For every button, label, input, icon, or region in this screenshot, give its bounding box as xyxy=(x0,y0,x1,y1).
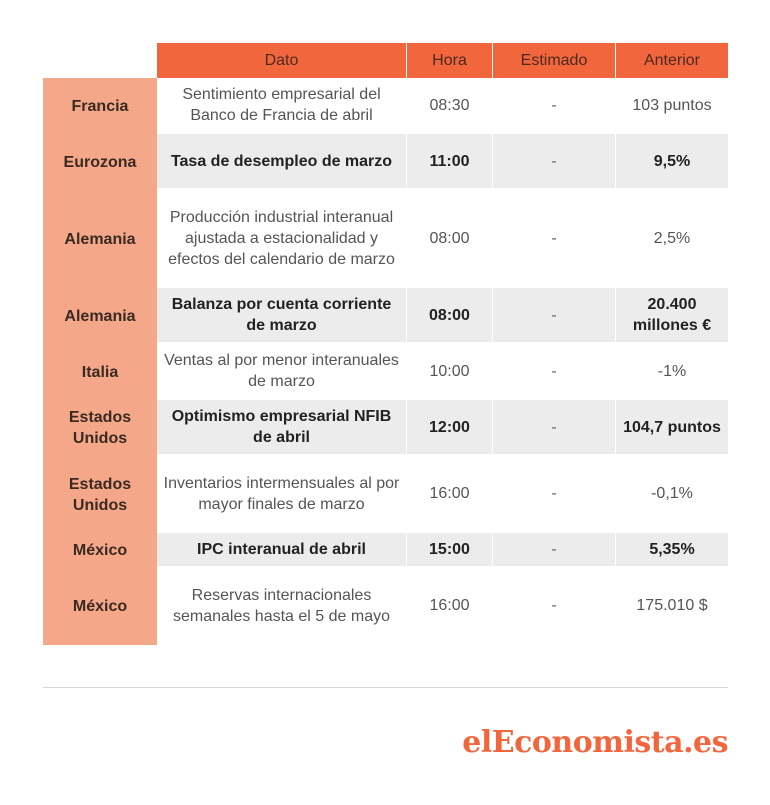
eleconomista-logo: elEconomista.es xyxy=(462,725,728,760)
country-cell: Alemania xyxy=(64,307,136,325)
dato-cell: Inventarios intermensuales al por mayor finales de marzo xyxy=(157,456,407,533)
country-cell: Estados Unidos xyxy=(68,475,132,514)
dato-cell: Balanza por cuenta corriente de marzo xyxy=(157,288,407,344)
estimado-cell: - xyxy=(493,190,616,288)
anterior-cell: 9,5% xyxy=(616,134,728,190)
hora-cell: 08:00 xyxy=(407,288,493,344)
table-row xyxy=(43,288,728,344)
dato-cell: Producción industrial interanual ajustada a estacionalidad y efectos del calendario de marzo xyxy=(157,190,407,288)
country-cell: México xyxy=(72,598,128,615)
anterior-cell: 2,5% xyxy=(616,190,728,288)
table-row xyxy=(43,533,728,568)
estimado-cell: - xyxy=(493,134,616,190)
dato-cell: Reservas internacionales semanales hasta el 5 de mayo xyxy=(157,568,407,645)
hora-cell: 12:00 xyxy=(407,400,493,456)
country-cell: México xyxy=(72,542,128,559)
table-row xyxy=(43,456,728,533)
estimado-cell: - xyxy=(493,288,616,344)
country-cell: Francia xyxy=(71,97,129,115)
table-row xyxy=(43,134,728,190)
anterior-cell: 20.400 millones € xyxy=(616,288,728,344)
table-header xyxy=(157,43,728,78)
table-row xyxy=(43,568,728,645)
country-cell: Alemania xyxy=(64,230,136,248)
estimado-cell: - xyxy=(493,344,616,400)
hora-cell: 11:00 xyxy=(407,134,493,190)
country-cell: Eurozona xyxy=(63,153,137,171)
dato-cell: Sentimiento empresarial del Banco de Francia de abril xyxy=(157,78,407,134)
dato-cell: Optimismo empresarial NFIB de abril xyxy=(157,400,407,456)
hora-cell: 16:00 xyxy=(407,568,493,645)
hora-cell: 10:00 xyxy=(407,344,493,400)
dato-cell: Tasa de desempleo de marzo xyxy=(157,134,407,190)
anterior-cell: 104,7 puntos xyxy=(616,400,728,456)
header-hora: Hora xyxy=(407,43,493,78)
header-estimado: Estimado xyxy=(493,43,616,78)
estimado-cell: - xyxy=(493,533,616,568)
table-row xyxy=(43,400,728,456)
hora-cell: 15:00 xyxy=(407,533,493,568)
hora-cell: 16:00 xyxy=(407,456,493,533)
anterior-cell: -1% xyxy=(616,344,728,400)
anterior-cell: -0,1% xyxy=(616,456,728,533)
footer-divider xyxy=(43,687,728,688)
table-row xyxy=(43,190,728,288)
country-cell: Italia xyxy=(81,363,119,381)
anterior-cell: 5,35% xyxy=(616,533,728,568)
hora-cell: 08:00 xyxy=(407,190,493,288)
table-body xyxy=(43,78,728,645)
hora-cell: 08:30 xyxy=(407,78,493,134)
dato-cell: Ventas al por menor interanuales de marzo xyxy=(157,344,407,400)
header-dato: Dato xyxy=(157,43,407,78)
country-cell: Estados Unidos xyxy=(68,409,132,447)
estimado-cell: - xyxy=(493,400,616,456)
estimado-cell: - xyxy=(493,78,616,134)
calendar-table xyxy=(43,43,728,645)
estimado-cell: - xyxy=(493,568,616,645)
table-row xyxy=(43,344,728,400)
header-anterior: Anterior xyxy=(616,43,728,78)
anterior-cell: 175.010 $ xyxy=(616,568,728,645)
estimado-cell: - xyxy=(493,456,616,533)
dato-cell: IPC interanual de abril xyxy=(157,533,407,568)
anterior-cell: 103 puntos xyxy=(616,78,728,134)
table-row xyxy=(43,78,728,134)
